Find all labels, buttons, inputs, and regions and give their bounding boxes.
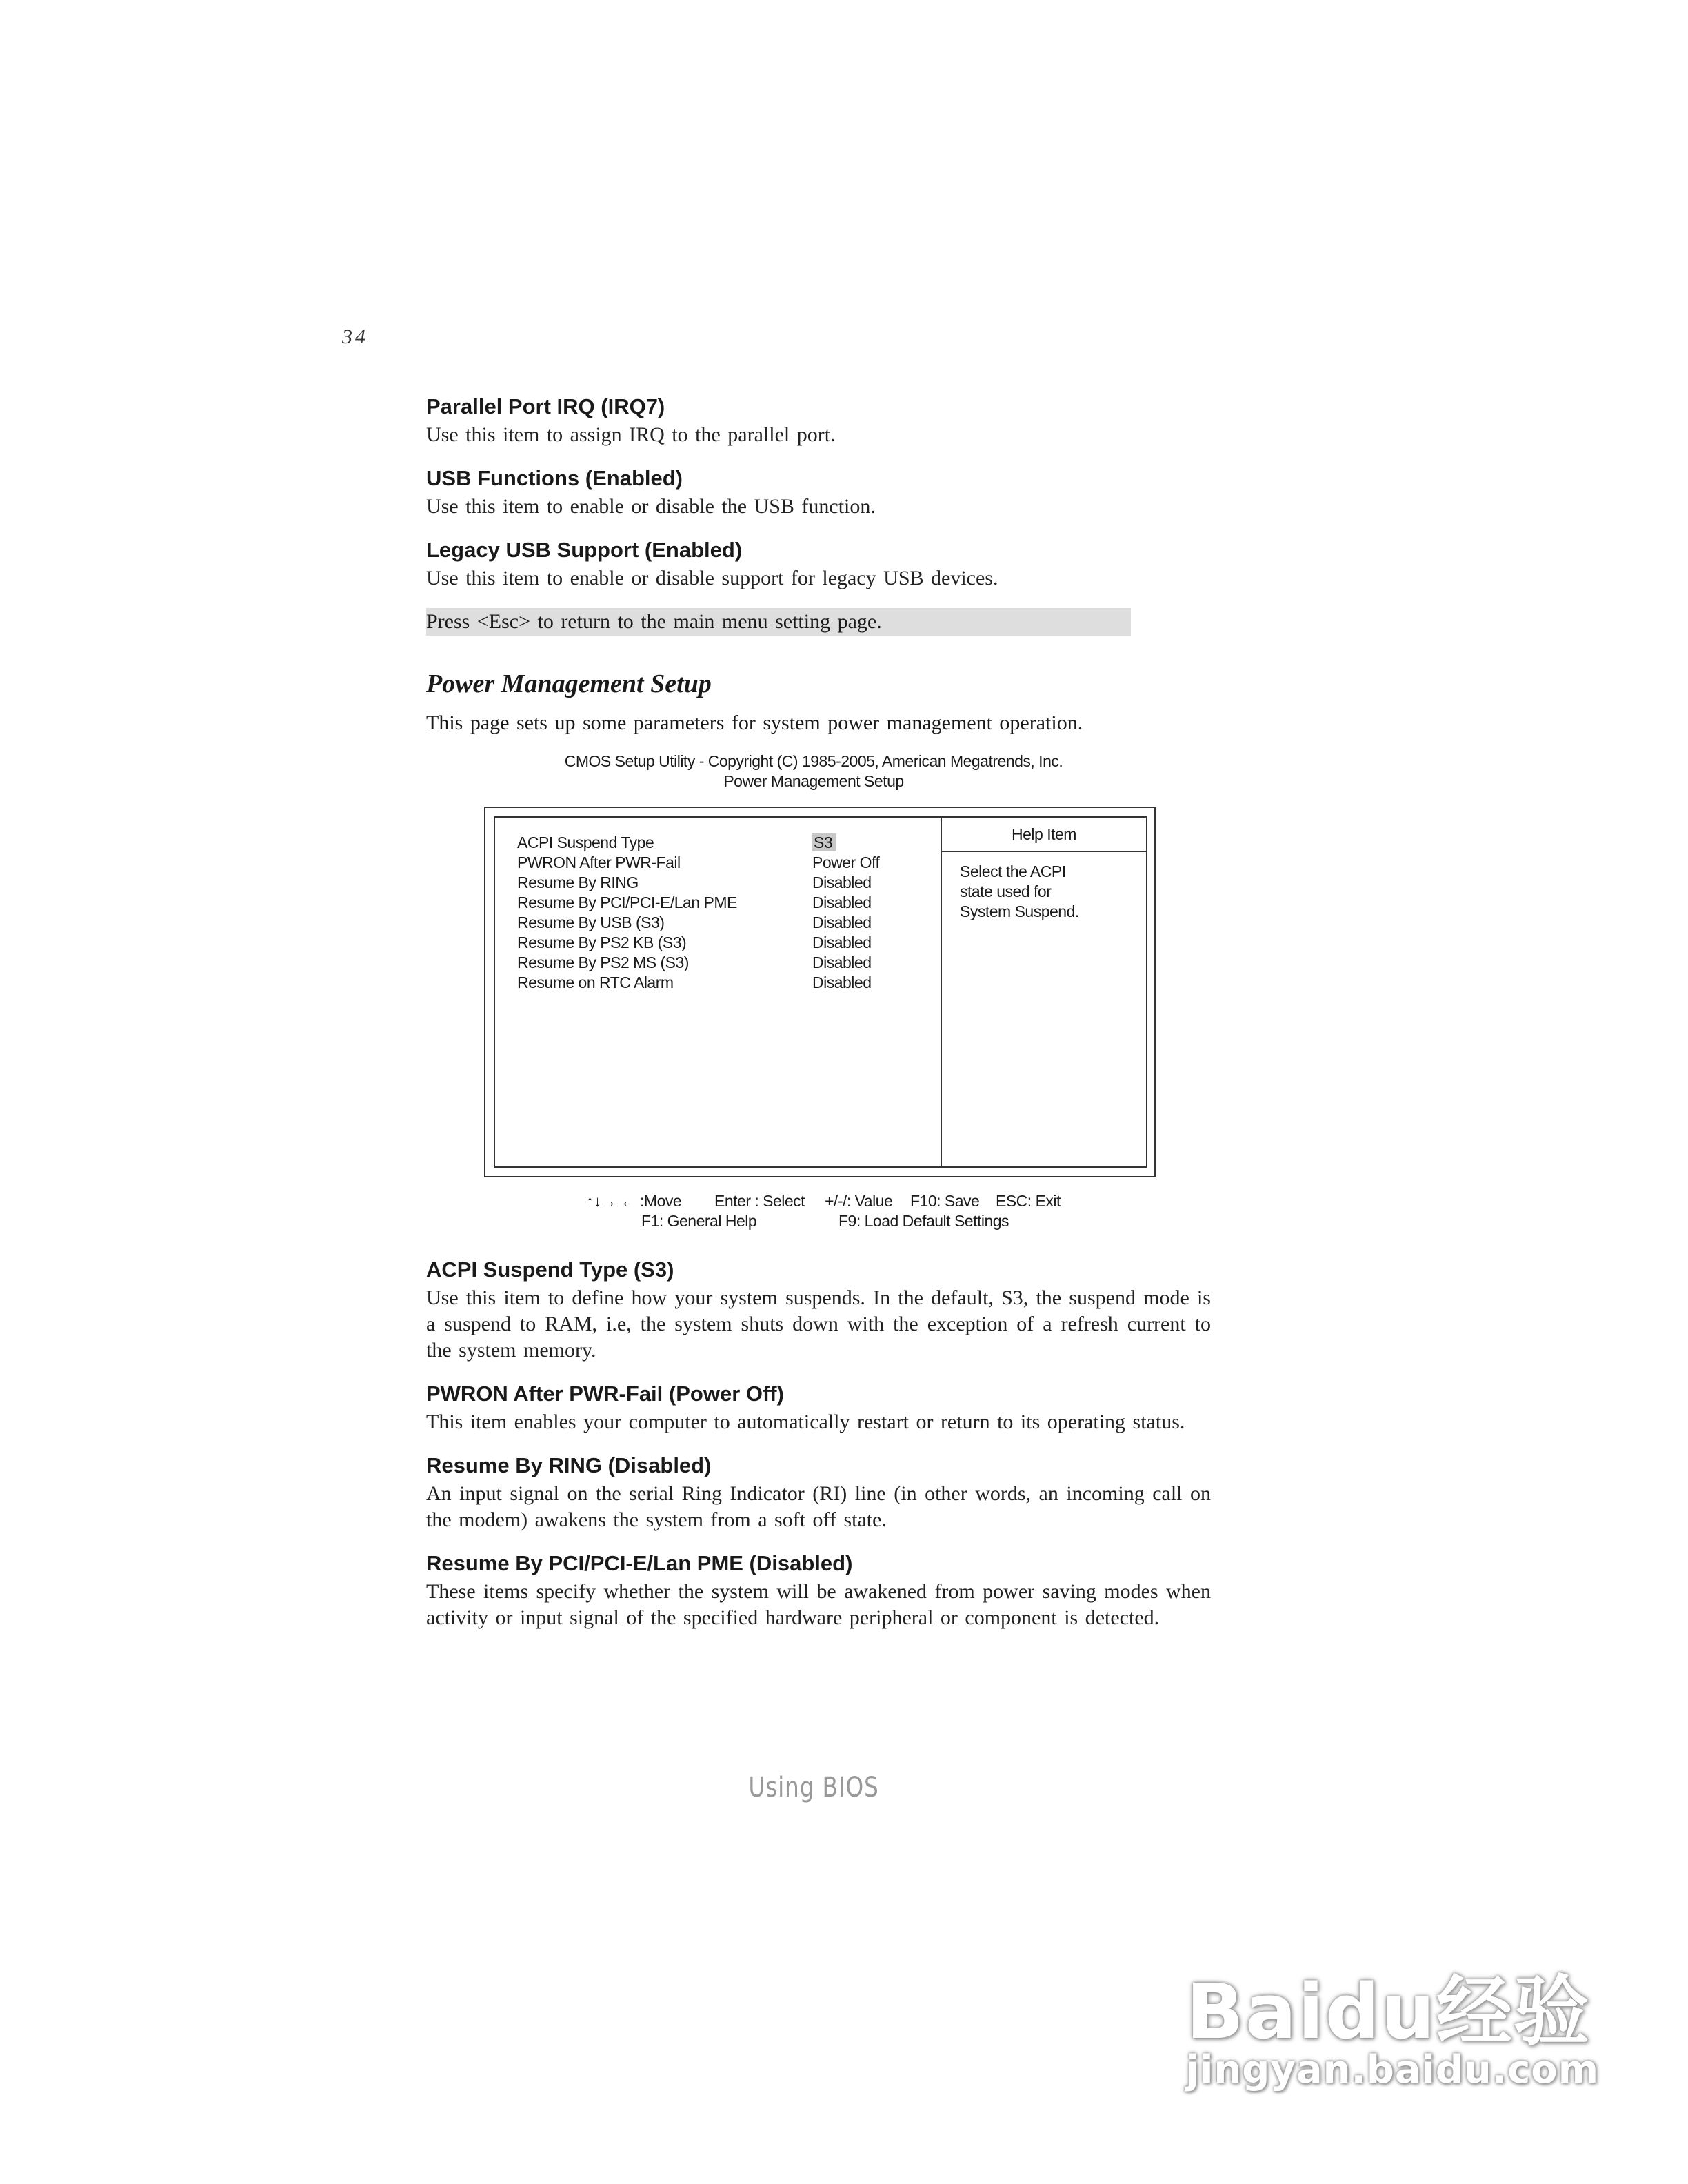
baidu-watermark: [1186, 1910, 1600, 2103]
move-key-hint: [586, 1191, 714, 1211]
bios-key-legend: [586, 1191, 1110, 1231]
section-pwron-after-pwr-fail: [426, 1379, 1211, 1435]
section-heading: PWRON After PWR-Fail (Power Off): [426, 1382, 784, 1406]
upper-sections: [426, 392, 1211, 592]
setting-label: Resume By PS2 MS (S3): [517, 953, 689, 971]
section-usb-functions: [426, 463, 1211, 520]
bios-settings-list: [517, 833, 903, 993]
setting-row-resume-by-ps2-kb[interactable]: [517, 933, 903, 953]
setting-label: Resume By PCI/PCI-E/Lan PME: [517, 893, 737, 911]
bios-copyright: CMOS Setup Utility - Copyright (C) 1985-2005, American Megatrends, Inc.: [564, 752, 1063, 770]
section-intro: This page sets up some parameters for system power management operation.: [426, 711, 1083, 734]
esc-key-hint: ESC: Exit: [996, 1192, 1061, 1210]
bios-screen-title: Power Management Setup: [723, 772, 904, 790]
setting-row-acpi-suspend-type[interactable]: [517, 833, 903, 853]
bios-help-panel: [941, 816, 1147, 1168]
help-line: state used for: [960, 882, 1052, 900]
section-title: Power Management Setup: [426, 669, 712, 698]
value-key-hint: +/-/: Value: [825, 1192, 893, 1210]
section-text: Use this item to enable or disable the USB function.: [426, 495, 876, 518]
section-text: Use this item to enable or disable support for legacy USB devices.: [426, 567, 998, 589]
setting-value[interactable]: Disabled: [812, 873, 872, 891]
section-text: An input signal on the serial Ring Indicator (RI) line (in other words, an incoming call on the modem) awakens the system from a soft off state.: [426, 1482, 1211, 1531]
section-heading: ACPI Suspend Type (S3): [426, 1257, 674, 1282]
section-acpi-suspend-type: [426, 1255, 1211, 1364]
baidu-jingyan-logo: Baidu经验: [1186, 1968, 1591, 2056]
esc-note: Press <Esc> to return to the main menu setting page.: [426, 608, 1131, 636]
section-legacy-usb: [426, 535, 1211, 592]
section-heading: USB Functions (Enabled): [426, 466, 683, 490]
setting-value[interactable]: Power Off: [812, 853, 880, 871]
help-line: Select the ACPI: [960, 862, 1066, 880]
section-text: Use this item to assign IRQ to the parallel port.: [426, 423, 836, 446]
section-text: Use this item to define how your system suspends. In the default, S3, the suspend mode is a suspend to RAM, i.e, the system shuts down with the exception of a refresh current to the system memory.: [426, 1286, 1211, 1362]
section-heading: Legacy USB Support (Enabled): [426, 538, 743, 562]
f1-key-hint: F1: General Help: [641, 1212, 757, 1230]
setting-row-resume-on-rtc-alarm[interactable]: [517, 973, 903, 993]
section-resume-by-pci: [426, 1548, 1211, 1631]
help-line: System Suspend.: [960, 902, 1079, 920]
setting-row-resume-by-pci[interactable]: [517, 893, 903, 913]
setting-label: Resume By PS2 KB (S3): [517, 933, 687, 951]
setting-label: ACPI Suspend Type: [517, 833, 654, 851]
section-heading: Parallel Port IRQ (IRQ7): [426, 394, 665, 418]
setting-value[interactable]: Disabled: [812, 893, 872, 911]
section-heading: Resume By RING (Disabled): [426, 1453, 712, 1477]
setting-value[interactable]: Disabled: [812, 933, 872, 951]
move-label: :Move: [640, 1192, 682, 1210]
lower-sections: [426, 1255, 1211, 1646]
section-parallel-port-irq: [426, 392, 1211, 448]
section-resume-by-ring: [426, 1450, 1211, 1533]
setting-value-selected[interactable]: S3: [812, 833, 836, 851]
setting-value[interactable]: Disabled: [812, 953, 872, 971]
setting-row-pwron-after-pwr-fail[interactable]: [517, 853, 903, 873]
f9-key-hint: F9: Load Default Settings: [838, 1212, 1009, 1230]
enter-key-hint: Enter : Select: [714, 1192, 805, 1210]
watermark-url: jingyan.baidu.com: [1186, 2048, 1600, 2092]
setting-label: Resume By USB (S3): [517, 913, 665, 931]
setting-label: PWRON After PWR-Fail: [517, 853, 681, 871]
setting-value[interactable]: Disabled: [812, 973, 872, 991]
bios-header: [483, 751, 1145, 791]
page-number: 34: [342, 325, 368, 348]
f10-key-hint: F10: Save: [910, 1192, 980, 1210]
section-heading: Resume By PCI/PCI-E/Lan PME (Disabled): [426, 1551, 853, 1575]
setting-row-resume-by-usb[interactable]: [517, 913, 903, 933]
section-text: These items specify whether the system will be awakened from power saving modes when activity or input signal of the specified hardware peripheral or component is detected.: [426, 1580, 1211, 1629]
help-title: Help Item: [942, 818, 1146, 852]
setting-label: Resume on RTC Alarm: [517, 973, 674, 991]
setting-label: Resume By RING: [517, 873, 639, 891]
arrow-keys-icon: ↑↓→ ←: [586, 1193, 636, 1210]
setting-value[interactable]: Disabled: [812, 913, 872, 931]
help-text: [942, 852, 1146, 922]
setting-row-resume-by-ring[interactable]: [517, 873, 903, 893]
section-text: This item enables your computer to automatically restart or return to its operating status.: [426, 1410, 1185, 1433]
setting-row-resume-by-ps2-ms[interactable]: [517, 953, 903, 973]
chapter-footer: Using BIOS: [748, 1772, 879, 1803]
